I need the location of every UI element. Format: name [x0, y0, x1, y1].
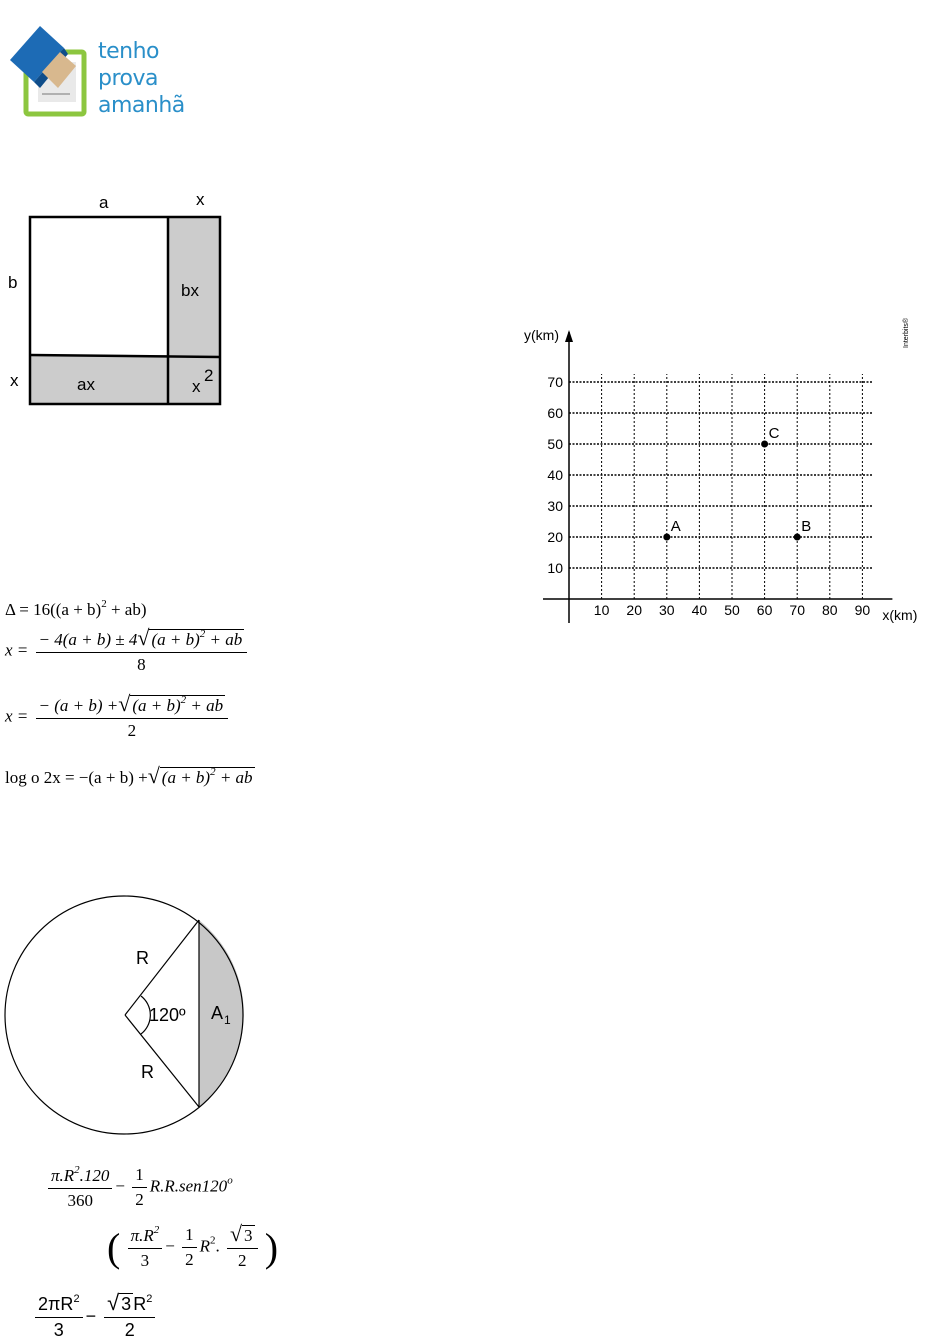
- f1-denominator: 360: [67, 1191, 93, 1210]
- f1-num-exponent: 2: [74, 1164, 80, 1176]
- label-x2: x: [192, 377, 201, 396]
- delta-main: Δ = 16((a + b): [5, 600, 102, 619]
- eq1-num-tail: + ab: [205, 630, 243, 649]
- y-axis-arrow: [565, 330, 573, 342]
- eq1-num-radicand: (a + b): [151, 630, 200, 649]
- f1-num-tail: .120: [79, 1166, 110, 1185]
- eq2-numerator: − (a + b) +√ $(a + b)^2$ + ab: [36, 694, 229, 719]
- f3-denominator-2: 2: [124, 1320, 135, 1340]
- f3-num: 2πR: [38, 1294, 74, 1314]
- delta-equation: [5, 598, 147, 620]
- y-tick-40: 40: [547, 467, 563, 483]
- f2-sqrt-radicand: 3: [244, 1225, 253, 1245]
- f2-half: [182, 1225, 197, 1270]
- eq2-fraction: [36, 691, 229, 741]
- label-ax: ax: [77, 375, 95, 394]
- f3-minus: −: [85, 1305, 97, 1326]
- label-x2-exponent: 2: [204, 366, 214, 385]
- f1-tail-exponent: o: [227, 1174, 233, 1187]
- eq1-numerator: − 4(a + b) ± 4√ $(a + b)^2$ + ab: [36, 628, 248, 653]
- equation-1: [5, 625, 250, 675]
- f2-mid-exponent: 2: [209, 1234, 216, 1247]
- f2-half-den: 2: [185, 1250, 194, 1269]
- y-tick-20: 20: [547, 529, 563, 545]
- point-label-C: C: [768, 425, 780, 442]
- point-label-B: B: [801, 518, 812, 535]
- eq2-num-radicand: (a + b): [132, 696, 181, 715]
- logo-wordmark: [98, 38, 185, 119]
- f2-minus: −: [165, 1236, 175, 1256]
- f1-tail: R.R.sen120: [149, 1176, 228, 1196]
- point-C: [761, 441, 768, 448]
- point-B: [794, 534, 801, 541]
- eq1-lhs: x =: [5, 640, 29, 660]
- f1-fraction: [48, 1164, 112, 1211]
- f3-num2-radicand: 3: [121, 1294, 132, 1314]
- f3-num2-tail: R: [133, 1294, 147, 1314]
- f2-num-exponent: 2: [153, 1224, 160, 1236]
- square-area-figure: [0, 185, 240, 415]
- y-tick-70: 70: [547, 374, 563, 390]
- f2-sqrt-num: √ 3: [227, 1225, 258, 1249]
- eq2-denominator: 2: [127, 721, 137, 740]
- point-A: [663, 534, 670, 541]
- f3-num2-exponent: 2: [146, 1293, 153, 1305]
- area-formula-2: ( $\frac{\pi.R^2}{3}$ − $\frac{1}{2}$ $R^2$. $\frac{√ 3}{2}$ ): [107, 1220, 279, 1270]
- delta-tail: + ab): [106, 600, 147, 619]
- y-axis-label: y(km): [524, 327, 559, 343]
- f3-numerator-1: [35, 1293, 83, 1318]
- point-label-A: A: [670, 518, 681, 535]
- logo-icon: [6, 22, 98, 118]
- label-r-top: R: [136, 948, 149, 968]
- coordinate-chart: [510, 317, 937, 640]
- logo: [6, 22, 196, 122]
- x-tick-60: 60: [756, 602, 773, 618]
- f1-half-den: 2: [135, 1190, 144, 1209]
- f3-fraction-1: [35, 1293, 83, 1341]
- eq1-denominator: 8: [137, 655, 146, 674]
- f3-num-exponent: 2: [73, 1293, 80, 1305]
- x-tick-30: 30: [659, 602, 675, 618]
- y-tick-60: 60: [547, 405, 563, 421]
- label-area-sub: 1: [224, 1013, 231, 1027]
- eq3-radicand: (a + b): [161, 768, 211, 787]
- f1-num: π.R: [51, 1166, 75, 1185]
- equation-2: [5, 691, 231, 741]
- eq1-num-a: − 4(a + b) ± 4: [38, 630, 138, 649]
- f3-numerator-2: √ 3 $R^2$: [104, 1293, 155, 1318]
- y-tick-50: 50: [547, 436, 563, 452]
- logo-line-3: amanhã: [98, 93, 185, 118]
- x-axis-label: x(km): [882, 607, 918, 623]
- label-x-top: x: [196, 190, 205, 209]
- f1-half-num: 1: [132, 1165, 147, 1188]
- equation-3: log o 2x = −(a + b) +√ $(a + b)^2$ + ab: [5, 763, 253, 788]
- label-a: a: [99, 193, 109, 212]
- circle-segment-figure: [0, 890, 250, 1140]
- f1-minus: −: [115, 1176, 125, 1196]
- label-bx: bx: [181, 281, 199, 300]
- x-tick-10: 10: [593, 602, 610, 618]
- f2-mid: R: [199, 1236, 210, 1256]
- f1-numerator: [48, 1164, 112, 1189]
- eq3-exponent: 2: [210, 766, 216, 778]
- label-b: b: [8, 273, 18, 292]
- y-tick-10: 10: [547, 560, 563, 576]
- eq2-num-a: − (a + b) +: [38, 696, 119, 715]
- area-formula-1: [45, 1164, 233, 1211]
- logo-line-1: tenho: [98, 39, 160, 64]
- label-x-left: x: [10, 371, 19, 390]
- delta-exponent: 2: [101, 598, 107, 610]
- eq2-num-exponent: 2: [180, 694, 187, 706]
- y-tick-30: 30: [547, 498, 563, 514]
- x-tick-70: 70: [789, 602, 805, 618]
- x-tick-20: 20: [626, 602, 642, 618]
- eq1-fraction: [36, 625, 248, 675]
- x-tick-80: 80: [822, 602, 838, 618]
- f1-half: [132, 1165, 147, 1210]
- f2-half-num: 1: [182, 1225, 197, 1248]
- f2-fraction: [128, 1224, 163, 1271]
- eq2-lhs: x =: [5, 706, 29, 726]
- f3-fraction-2: [104, 1290, 155, 1341]
- f2-sqrt-fraction: [227, 1220, 258, 1271]
- logo-line-2: prova: [98, 66, 158, 91]
- x-tick-90: 90: [854, 602, 871, 618]
- f3-denominator-1: 3: [53, 1320, 64, 1340]
- eq2-num-tail: + ab: [186, 696, 224, 715]
- f2-denominator: 3: [140, 1251, 150, 1270]
- watermark: Interbits®: [903, 317, 910, 348]
- f2-numerator: [128, 1224, 163, 1249]
- x-tick-40: 40: [691, 602, 708, 618]
- eq1-num-exponent: 2: [199, 628, 206, 640]
- label-r-bottom: R: [141, 1062, 154, 1082]
- eq3-lhs: log o 2x = −(a + b) +: [5, 768, 148, 787]
- area-formula-3: [32, 1290, 158, 1341]
- label-area: A: [211, 1003, 224, 1023]
- x-tick-50: 50: [724, 602, 740, 618]
- label-angle: 120º: [149, 1005, 186, 1025]
- f2-dot: .: [215, 1236, 220, 1256]
- f2-sqrt-den: 2: [238, 1250, 247, 1270]
- eq3-tail: + ab: [215, 768, 253, 787]
- f2-num: π.R: [130, 1226, 154, 1245]
